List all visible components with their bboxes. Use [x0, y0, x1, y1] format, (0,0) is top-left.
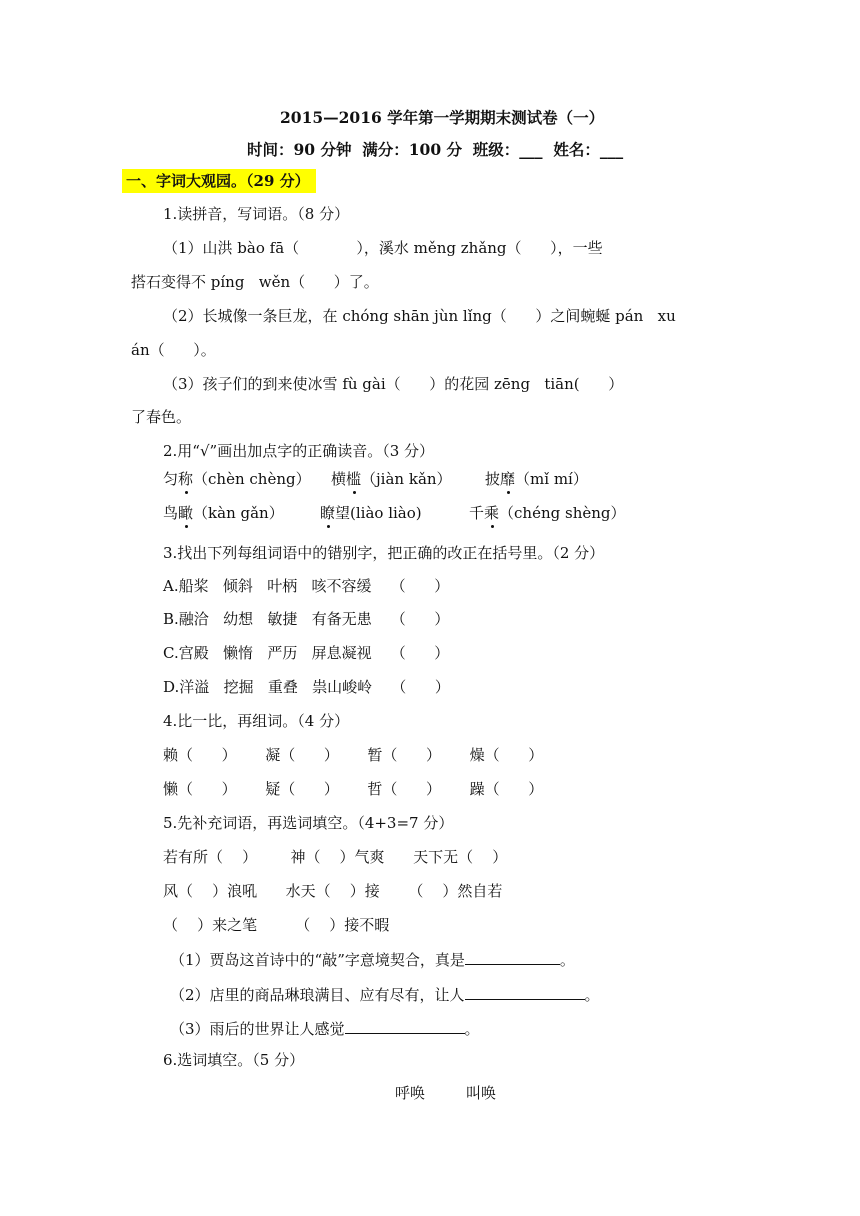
- section-heading: 一、字词大观园。（29 分）: [122, 169, 316, 193]
- q2-item: [320, 503, 422, 523]
- q1-heading: 1.读拼音，写词语。（8 分）: [163, 205, 350, 223]
- sentence-end: 。: [559, 951, 575, 969]
- exam-title: 2015—2016 学年第一学期期末测试卷（一）: [280, 108, 605, 127]
- answer-blank[interactable]: [465, 948, 560, 965]
- sentence-end: 。: [584, 986, 600, 1004]
- q1-line: （1）山洪 bào fā（ ），溪水 měng zhǎng（ ），一些: [163, 239, 603, 257]
- q2-pinyin-options: （chèn chèng）: [193, 470, 311, 488]
- sentence-text: （2）店里的商品琳琅满目、应有尽有，让人: [170, 986, 465, 1004]
- q5-sentence: [170, 1017, 480, 1039]
- q3-row: D.洋溢 挖掘 重叠 祟山峻岭 （ ）: [163, 678, 450, 696]
- q2-item: [485, 469, 588, 489]
- dotted-char: 称: [178, 470, 194, 488]
- exam-info: 时间：90 分钟 满分：100 分 班级：___ 姓名：___: [247, 140, 624, 159]
- answer-blank[interactable]: [345, 1017, 465, 1034]
- q2-text: 匀: [163, 470, 179, 488]
- dotted-char: 靡: [500, 470, 516, 488]
- q2-pinyin-options: （jiàn kǎn）: [361, 470, 452, 488]
- sentence-text: （3）雨后的世界让人感觉: [170, 1020, 345, 1038]
- q2-item: [163, 503, 284, 523]
- dotted-char: 瞰: [178, 504, 194, 522]
- q1-line: （3）孩子们的到来使冰雪 fù gài（ ）的花园 zēng tiān( ）: [163, 375, 624, 393]
- q2-item: [331, 469, 452, 489]
- q4-row: 赖（ ） 凝（ ） 暂（ ） 燥（ ）: [163, 746, 544, 764]
- q2-pinyin-options: （mǐ mí）: [515, 470, 588, 488]
- q2-text: 横: [331, 470, 347, 488]
- q1-line: 搭石变得不 píng wěn（ ）了。: [131, 273, 379, 291]
- q5-words: （ ）来之笔 （ ）接不暇: [163, 916, 390, 934]
- q1-line: 了春色。: [131, 408, 192, 426]
- q6-heading: 6.选词填空。（5 分）: [163, 1051, 305, 1069]
- q2-text: 千: [469, 504, 485, 522]
- q3-row: B.融洽 幼想 敏捷 有备无患 （ ）: [163, 610, 450, 628]
- q2-item: [469, 503, 626, 523]
- q4-heading: 4.比一比，再组词。（4 分）: [163, 712, 350, 730]
- q2-pinyin-options: 望(liào liào): [335, 504, 422, 522]
- dotted-char: 乘: [484, 504, 500, 522]
- q2-pinyin-options: （kàn gǎn）: [193, 504, 284, 522]
- q5-words: 风（ ）浪吼 水天（ ）接 （ ）然自若: [163, 882, 503, 900]
- q2-item: [163, 469, 311, 489]
- q2-text: 鸟: [163, 504, 179, 522]
- q6-word: 叫唤: [466, 1084, 497, 1102]
- q5-heading: 5.先补充词语，再选词填空。（4+3=7 分）: [163, 814, 454, 832]
- q5-words: 若有所（ ） 神（ ）气爽 天下无（ ）: [163, 848, 508, 866]
- dotted-char: 瞭: [320, 504, 336, 522]
- q6-word: 呼唤: [395, 1084, 426, 1102]
- q2-text: 披: [485, 470, 501, 488]
- q2-pinyin-options: （chéng shèng）: [499, 504, 626, 522]
- q4-row: 懒（ ） 疑（ ） 哲（ ） 躁（ ）: [163, 780, 544, 798]
- q3-heading: 3.找出下列每组词语中的错别字，把正确的改正在括号里。（2 分）: [163, 544, 605, 562]
- sentence-text: （1）贾岛这首诗中的“敲”字意境契合，真是: [170, 951, 465, 969]
- answer-blank[interactable]: [465, 983, 585, 1000]
- q1-line: án（ ）。: [131, 341, 216, 359]
- q3-row: A.船桨 倾斜 叶柄 咳不容缓 （ ）: [163, 577, 450, 595]
- q2-heading: 2.用“√”画出加点字的正确读音。（3 分）: [163, 442, 435, 460]
- sentence-end: 。: [464, 1020, 480, 1038]
- q5-sentence: [170, 948, 575, 970]
- dotted-char: 槛: [346, 470, 362, 488]
- q1-line: （2）长城像一条巨龙，在 chóng shān jùn lǐng（ ）之间蜿蜒 pán xu: [163, 307, 676, 325]
- q5-sentence: [170, 983, 600, 1005]
- q3-row: C.宫殿 懒惰 严历 屏息凝视 （ ）: [163, 644, 450, 662]
